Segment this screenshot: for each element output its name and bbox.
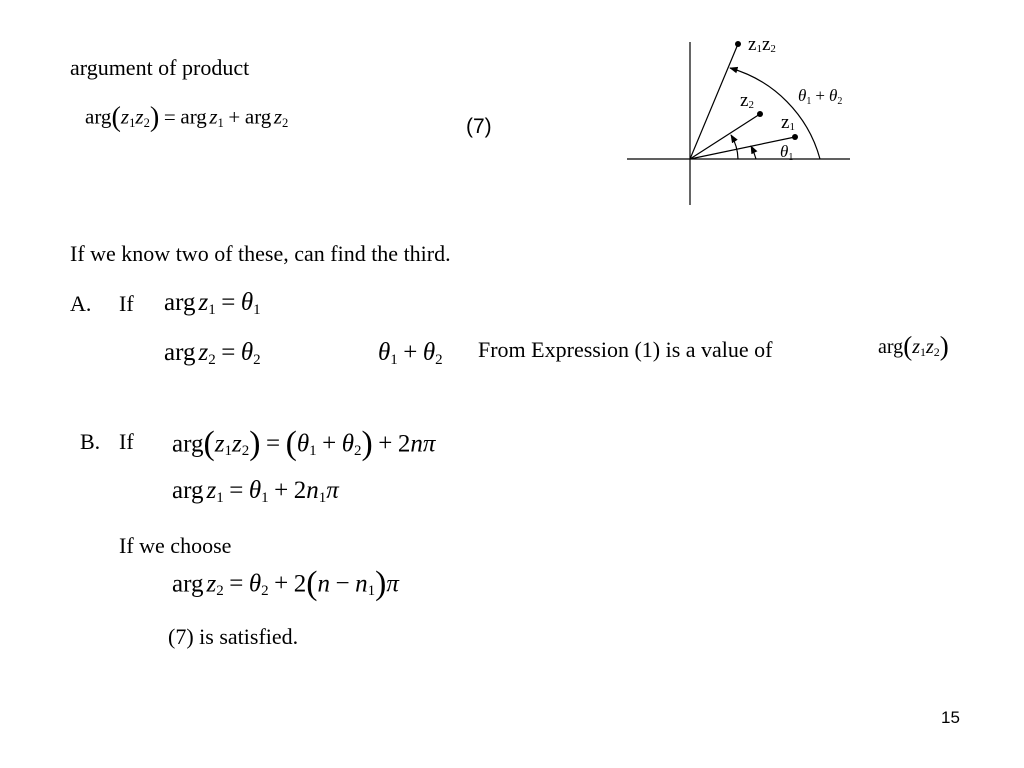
var-theta: θ xyxy=(240,339,254,366)
subscript: 1 xyxy=(318,489,327,506)
right-paren: ) xyxy=(939,331,949,361)
expression-arg-z1z2 xyxy=(878,333,949,360)
left-paren: ( xyxy=(285,425,297,462)
vector-z1z2 xyxy=(690,44,738,159)
subscript: 1 xyxy=(217,115,224,130)
var-n: n xyxy=(317,570,330,598)
var-z: z xyxy=(120,104,130,129)
arc-theta1 xyxy=(751,146,756,159)
subscript: 2 xyxy=(143,115,150,130)
equals-sign: = xyxy=(229,570,244,598)
var-n: n xyxy=(410,430,423,458)
var-pi: π xyxy=(422,430,436,458)
equation-arg-product xyxy=(85,104,288,132)
from-expression-text: From Expression (1) is a value of xyxy=(478,337,773,362)
var-n: n xyxy=(355,570,368,598)
argument-diagram xyxy=(600,25,870,210)
plus-sign: + xyxy=(274,570,289,598)
arg-fn: arg xyxy=(878,335,904,358)
left-paren: ( xyxy=(203,425,215,462)
arg-fn: arg xyxy=(244,104,272,129)
var-theta: θ xyxy=(248,477,262,504)
var-z: z xyxy=(198,339,209,366)
case-b-if: If xyxy=(119,429,134,454)
choose-text: If we choose xyxy=(119,533,232,558)
var-theta: θ xyxy=(378,339,391,366)
var-n: n xyxy=(306,477,319,504)
label-theta1-plus-theta2: θ1 + θ2 xyxy=(798,86,843,107)
subscript: 1 xyxy=(208,301,216,318)
arg-fn: arg xyxy=(180,104,207,129)
equation-arg-z2 xyxy=(164,339,261,368)
subscript: 2 xyxy=(261,583,269,600)
point-z1z2 xyxy=(735,41,741,47)
subscript: 2 xyxy=(282,115,289,130)
number-two: 2 xyxy=(293,570,307,598)
right-paren: ) xyxy=(375,565,387,602)
equals-sign: = xyxy=(163,104,176,129)
plus-sign: + xyxy=(322,430,337,458)
arg-fn: arg xyxy=(172,477,204,504)
var-z: z xyxy=(214,430,225,458)
var-z: z xyxy=(206,477,217,504)
plus-sign: + xyxy=(378,430,393,458)
var-theta: θ xyxy=(422,339,436,366)
equation-arg-z1-general xyxy=(172,477,339,506)
number-two: 2 xyxy=(397,430,411,458)
number-two: 2 xyxy=(293,477,307,504)
plus-sign: + xyxy=(403,339,418,366)
arg-fn: arg xyxy=(164,339,196,366)
var-z: z xyxy=(135,104,144,129)
arg-fn: arg xyxy=(172,430,204,458)
arg-fn: arg xyxy=(164,289,196,316)
subscript: 1 xyxy=(129,115,136,130)
label-z2: z2 xyxy=(740,90,754,111)
equation-arg-z2-choice xyxy=(172,567,399,601)
page-number: 15 xyxy=(941,708,960,727)
point-z1 xyxy=(792,134,798,140)
equation-arg-z1z2-general xyxy=(172,427,435,461)
equation-tag: (7) xyxy=(466,115,492,138)
var-theta: θ xyxy=(341,430,354,458)
subscript: 2 xyxy=(208,351,216,368)
subscript: 1 xyxy=(367,583,376,600)
satisfied-text: (7) is satisfied. xyxy=(168,624,299,649)
subscript: 1 xyxy=(224,443,232,460)
case-a-label: A. xyxy=(70,291,92,316)
subscript: 1 xyxy=(919,344,926,359)
subscript: 1 xyxy=(390,351,398,368)
case-b-label: B. xyxy=(80,429,101,454)
arc-theta-sum xyxy=(730,68,820,159)
var-z: z xyxy=(273,104,283,129)
equals-sign: = xyxy=(221,339,236,366)
var-z: z xyxy=(198,289,209,316)
equals-sign: = xyxy=(229,477,244,504)
left-paren: ( xyxy=(111,102,121,133)
equals-sign: = xyxy=(221,289,236,316)
plus-sign: + xyxy=(274,477,289,504)
label-z1: z1 xyxy=(781,112,795,133)
right-paren: ) xyxy=(149,102,160,133)
arc-theta2 xyxy=(731,135,738,159)
subscript: 2 xyxy=(435,351,443,368)
subscript: 2 xyxy=(353,443,362,460)
left-paren: ( xyxy=(306,565,318,602)
var-theta: θ xyxy=(248,570,262,598)
var-z: z xyxy=(209,104,218,129)
minus-sign: − xyxy=(335,570,350,598)
label-z1z2: z1z2 xyxy=(748,34,776,55)
point-z2 xyxy=(757,111,763,117)
case-a-if: If xyxy=(119,291,134,316)
right-paren: ) xyxy=(361,425,373,462)
arg-fn: arg xyxy=(85,104,112,129)
equals-sign: = xyxy=(265,430,281,458)
subscript: 1 xyxy=(309,443,317,460)
var-z: z xyxy=(206,570,217,598)
equation-arg-z1 xyxy=(164,289,261,318)
subscript: 2 xyxy=(933,344,940,359)
expression-theta-sum xyxy=(378,339,443,368)
plus-sign: + xyxy=(228,104,241,129)
subscript: 1 xyxy=(261,489,269,506)
subscript: 1 xyxy=(216,489,224,506)
arg-fn: arg xyxy=(172,570,204,598)
var-theta: θ xyxy=(296,430,310,458)
slide-heading: argument of product xyxy=(70,55,250,80)
label-theta1: θ1 xyxy=(780,142,794,163)
left-paren: ( xyxy=(903,331,913,361)
var-theta: θ xyxy=(240,289,254,316)
var-z: z xyxy=(912,335,920,358)
subscript: 2 xyxy=(241,443,250,460)
intro-text: If we know two of these, can find the third. xyxy=(70,241,451,266)
subscript: 2 xyxy=(253,351,261,368)
var-pi: π xyxy=(326,477,339,504)
var-pi: π xyxy=(386,570,399,598)
right-paren: ) xyxy=(249,425,261,462)
subscript: 1 xyxy=(253,301,261,318)
var-z: z xyxy=(925,335,934,358)
var-z: z xyxy=(231,430,242,458)
subscript: 2 xyxy=(216,583,224,600)
